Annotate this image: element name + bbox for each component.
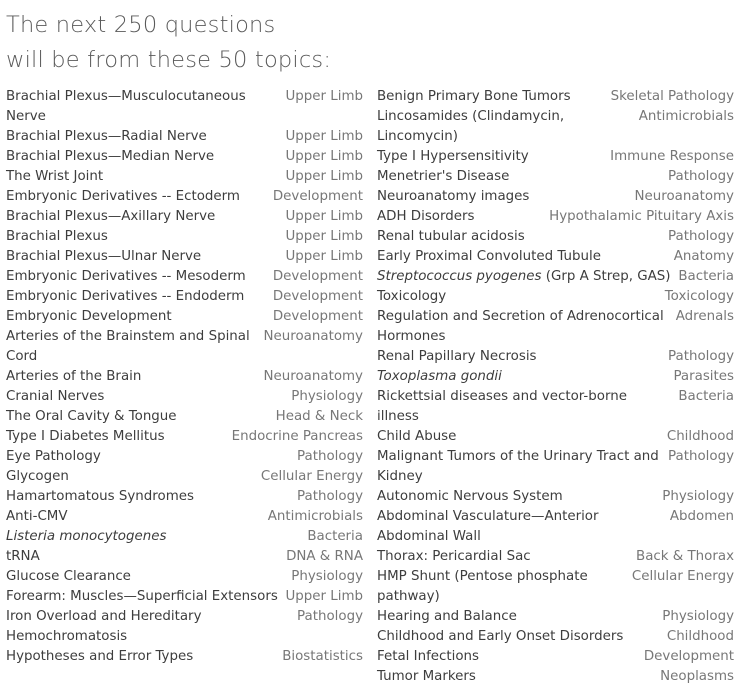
topic-row bbox=[6, 447, 363, 467]
topic-row bbox=[6, 287, 363, 307]
topic-category: Biostatistics bbox=[282, 649, 363, 664]
topic-row bbox=[377, 347, 734, 367]
topic-row bbox=[377, 187, 734, 207]
topic-row bbox=[6, 127, 363, 147]
topic-category: Head & Neck bbox=[275, 409, 363, 424]
topic-name: The Oral Cavity & Tongue bbox=[6, 409, 177, 424]
topic-category: Physiology bbox=[291, 569, 363, 584]
topic-row bbox=[377, 267, 734, 287]
topic-name: Eye Pathology bbox=[6, 449, 101, 464]
topic-row bbox=[6, 327, 363, 367]
topic-name: Autonomic Nervous System bbox=[377, 489, 563, 504]
topic-row bbox=[6, 427, 363, 447]
topic-name: Embryonic Derivatives -- Endoderm bbox=[6, 289, 245, 304]
topic-row bbox=[377, 247, 734, 267]
topic-name: Menetrier's Disease bbox=[377, 169, 510, 184]
topic-row bbox=[6, 87, 363, 127]
topic-category: Development bbox=[272, 289, 363, 304]
topic-row bbox=[377, 167, 734, 187]
topic-row bbox=[6, 247, 363, 267]
topic-row bbox=[6, 487, 363, 507]
topic-category: Abdomen bbox=[669, 509, 734, 524]
topic-row bbox=[6, 147, 363, 167]
topic-category: Pathology bbox=[297, 609, 363, 624]
topic-category: Toxicology bbox=[664, 289, 734, 304]
topic-name: Regulation and Secretion of Adrenocortical Hormones bbox=[377, 309, 664, 344]
topic-name: Renal tubular acidosis bbox=[377, 229, 525, 244]
topic-row bbox=[6, 607, 363, 647]
topic-category: Bacteria bbox=[678, 269, 734, 284]
topic-category: DNA & RNA bbox=[286, 549, 363, 564]
topic-category: Neuroanatomy bbox=[634, 189, 734, 204]
topic-name: Neuroanatomy images bbox=[377, 189, 530, 204]
topic-row bbox=[6, 367, 363, 387]
topic-category: Physiology bbox=[662, 489, 734, 504]
topic-row bbox=[6, 167, 363, 187]
topic-row bbox=[377, 387, 734, 427]
topic-category: Hypothalamic Pituitary Axis bbox=[549, 209, 734, 224]
topic-name: Abdominal Vasculature—Anterior Abdominal Wall bbox=[377, 509, 599, 544]
topic-row bbox=[377, 427, 734, 447]
topic-category: Upper Limb bbox=[285, 149, 363, 164]
topic-name: Glucose Clearance bbox=[6, 569, 131, 584]
topic-name: Brachial Plexus—Ulnar Nerve bbox=[6, 249, 202, 264]
topic-category: Neuroanatomy bbox=[263, 329, 363, 344]
topic-row bbox=[377, 87, 734, 107]
topic-category: Pathology bbox=[668, 229, 734, 244]
topic-row bbox=[377, 367, 734, 387]
topic-category: Childhood bbox=[666, 429, 734, 444]
topic-category: Cellular Energy bbox=[631, 569, 734, 584]
heading-line-1: The next 250 questions bbox=[6, 12, 276, 38]
topic-category: Pathology bbox=[668, 449, 734, 464]
topic-name: Embryonic Development bbox=[6, 309, 172, 324]
topic-row bbox=[377, 107, 734, 147]
heading-line-2: will be from these 50 topics: bbox=[6, 47, 332, 73]
topic-row bbox=[377, 447, 734, 487]
topic-category: Skeletal Pathology bbox=[610, 89, 734, 104]
topic-name: Type I Diabetes Mellitus bbox=[6, 429, 165, 444]
topic-name: Child Abuse bbox=[377, 429, 457, 444]
topic-row bbox=[377, 667, 734, 687]
topic-category: Upper Limb bbox=[285, 89, 363, 104]
topic-name: Toxicology bbox=[377, 289, 447, 304]
topic-row bbox=[377, 487, 734, 507]
topic-name: Early Proximal Convoluted Tubule bbox=[377, 249, 601, 264]
topic-name: Renal Papillary Necrosis bbox=[377, 349, 537, 364]
topic-row bbox=[377, 227, 734, 247]
left-topic-column bbox=[6, 87, 363, 667]
topic-name: Hypotheses and Error Types bbox=[6, 649, 194, 664]
topic-name bbox=[377, 267, 678, 287]
topic-name: Embryonic Derivatives -- Ectoderm bbox=[6, 189, 240, 204]
topic-name: Embryonic Derivatives -- Mesoderm bbox=[6, 269, 246, 284]
topic-category: Physiology bbox=[291, 389, 363, 404]
topic-category: Back & Thorax bbox=[636, 549, 734, 564]
topic-category: Pathology bbox=[297, 489, 363, 504]
topic-category: Childhood bbox=[666, 629, 734, 644]
topic-row bbox=[6, 267, 363, 287]
topic-category: Physiology bbox=[662, 609, 734, 624]
topic-row bbox=[6, 467, 363, 487]
topic-name: Benign Primary Bone Tumors bbox=[377, 89, 571, 104]
topic-name: Arteries of the Brainstem and Spinal Cord bbox=[6, 329, 250, 364]
topic-row bbox=[6, 187, 363, 207]
topic-category: Bacteria bbox=[678, 389, 734, 404]
topic-category: Pathology bbox=[297, 449, 363, 464]
topic-name: Type I Hypersensitivity bbox=[377, 149, 529, 164]
topic-row bbox=[377, 627, 734, 647]
topic-category: Antimicrobials bbox=[638, 109, 734, 124]
topic-category: Pathology bbox=[668, 349, 734, 364]
topic-category: Antimicrobials bbox=[267, 509, 363, 524]
topic-category: Bacteria bbox=[307, 529, 363, 544]
topic-row bbox=[377, 647, 734, 667]
topic-row bbox=[377, 147, 734, 167]
topic-category: Upper Limb bbox=[285, 229, 363, 244]
topic-category: Upper Limb bbox=[285, 589, 363, 604]
page-heading bbox=[6, 8, 331, 78]
topic-category: Neuroanatomy bbox=[263, 369, 363, 384]
topic-name: Forearm: Muscles—Superficial Extensors bbox=[6, 589, 278, 604]
topic-category: Upper Limb bbox=[285, 129, 363, 144]
topic-category: Upper Limb bbox=[285, 209, 363, 224]
topic-name: HMP Shunt (Pentose phosphate pathway) bbox=[377, 569, 588, 604]
topic-name: Brachial Plexus bbox=[6, 229, 108, 244]
topic-row bbox=[377, 567, 734, 607]
topic-row bbox=[6, 507, 363, 527]
topic-name: Fetal Infections bbox=[377, 649, 480, 664]
topic-category: Development bbox=[272, 269, 363, 284]
topic-name: ADH Disorders bbox=[377, 209, 475, 224]
topic-name-rest: (Grp A Strep, GAS) bbox=[541, 269, 671, 284]
topic-category: Neoplasms bbox=[660, 669, 734, 684]
topic-row bbox=[6, 387, 363, 407]
topic-name: Hearing and Balance bbox=[377, 609, 517, 624]
topic-category: Endocrine Pancreas bbox=[231, 429, 363, 444]
topic-name: Brachial Plexus—Median Nerve bbox=[6, 149, 215, 164]
topic-category: Cellular Energy bbox=[260, 469, 363, 484]
topic-name-italic: Streptococcus pyogenes bbox=[377, 269, 542, 284]
topic-name: Listeria monocytogenes bbox=[6, 529, 167, 544]
topic-name: Toxoplasma gondii bbox=[377, 369, 502, 384]
topic-category: Pathology bbox=[668, 169, 734, 184]
topic-name: Iron Overload and Hereditary Hemochromatosis bbox=[6, 609, 202, 644]
topic-row bbox=[6, 527, 363, 547]
topic-category: Anatomy bbox=[673, 249, 734, 264]
topic-category: Adrenals bbox=[675, 309, 734, 324]
topic-name: Brachial Plexus—Axillary Nerve bbox=[6, 209, 216, 224]
topic-row bbox=[377, 547, 734, 567]
topic-category: Upper Limb bbox=[285, 249, 363, 264]
topic-row bbox=[377, 507, 734, 547]
topic-category: Development bbox=[643, 649, 734, 664]
right-topic-column bbox=[377, 87, 734, 687]
topic-row bbox=[6, 587, 363, 607]
topic-name: tRNA bbox=[6, 549, 40, 564]
topic-name: Childhood and Early Onset Disorders bbox=[377, 629, 624, 644]
topic-row bbox=[6, 547, 363, 567]
topic-row bbox=[377, 207, 734, 227]
topic-category: Development bbox=[272, 309, 363, 324]
topic-name: Lincosamides (Clindamycin, Lincomycin) bbox=[377, 109, 565, 144]
topic-name: Malignant Tumors of the Urinary Tract and Kidney bbox=[377, 449, 659, 484]
topic-name: Brachial Plexus—Radial Nerve bbox=[6, 129, 207, 144]
topic-name: Glycogen bbox=[6, 469, 69, 484]
topic-name: Arteries of the Brain bbox=[6, 369, 142, 384]
topic-row bbox=[6, 307, 363, 327]
topic-category: Development bbox=[272, 189, 363, 204]
topic-category: Parasites bbox=[673, 369, 734, 384]
topic-row bbox=[6, 207, 363, 227]
topic-name: Brachial Plexus—Musculocutaneous Nerve bbox=[6, 89, 246, 124]
topic-name: Tumor Markers bbox=[377, 669, 476, 684]
topic-row bbox=[377, 287, 734, 307]
topic-category: Immune Response bbox=[610, 149, 734, 164]
topic-row bbox=[6, 567, 363, 587]
topic-name: Thorax: Pericardial Sac bbox=[377, 549, 531, 564]
topic-name: Rickettsial diseases and vector-borne illness bbox=[377, 389, 627, 424]
topic-category: Upper Limb bbox=[285, 169, 363, 184]
topic-name: Hamartomatous Syndromes bbox=[6, 489, 194, 504]
topic-name: Anti-CMV bbox=[6, 509, 68, 524]
topic-row bbox=[6, 647, 363, 667]
topic-row bbox=[377, 307, 734, 347]
topic-name: The Wrist Joint bbox=[6, 169, 104, 184]
topic-name: Cranial Nerves bbox=[6, 389, 105, 404]
topic-row bbox=[377, 607, 734, 627]
topic-row bbox=[6, 407, 363, 427]
topic-row bbox=[6, 227, 363, 247]
